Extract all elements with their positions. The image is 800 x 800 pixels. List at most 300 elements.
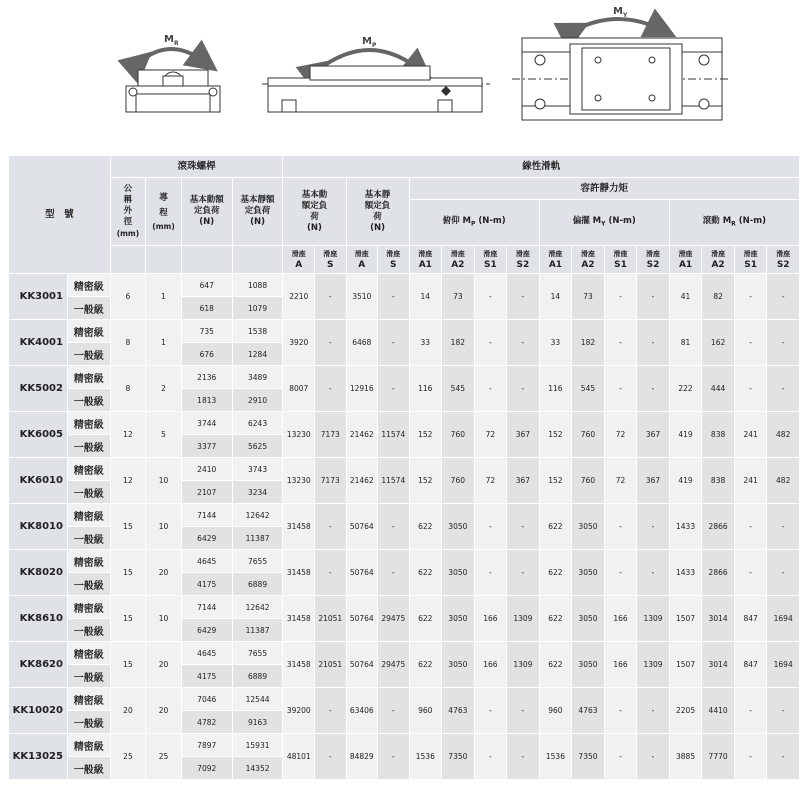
- guide-value-cell: -: [507, 320, 540, 366]
- guide-value-cell: -: [507, 734, 540, 780]
- guide-value-cell: 152: [409, 458, 442, 504]
- guide-value-cell: 3050: [442, 596, 475, 642]
- static-load-cell: 2910: [232, 389, 283, 412]
- guide-value-cell: 166: [474, 596, 507, 642]
- guide-value-cell: 838: [702, 412, 735, 458]
- guide-value-cell: -: [507, 274, 540, 320]
- grade-normal-cell: 一般級: [67, 481, 110, 504]
- guide-value-cell: 622: [409, 550, 442, 596]
- grade-normal-cell: 一般級: [67, 665, 110, 688]
- guide-value-cell: -: [637, 366, 670, 412]
- grade-normal-cell: 一般級: [67, 711, 110, 734]
- dynamic-load-cell: 2136: [181, 366, 232, 389]
- slide-column-header: 滑座 S2: [507, 246, 540, 274]
- linear-guide-header: 線性滑軌: [283, 156, 800, 178]
- dynamic-load-cell: 735: [181, 320, 232, 343]
- slide-column-header: 滑座 S2: [767, 246, 800, 274]
- guide-value-cell: 1507: [669, 596, 702, 642]
- guide-value-cell: -: [507, 504, 540, 550]
- guide-value-cell: 81: [669, 320, 702, 366]
- guide-value-cell: 367: [507, 412, 540, 458]
- outer-dia-cell: 20: [110, 688, 146, 734]
- guide-value-cell: 1309: [637, 642, 670, 688]
- guide-value-cell: -: [604, 550, 637, 596]
- grade-precision-cell: 精密級: [67, 458, 110, 481]
- guide-value-cell: 1433: [669, 504, 702, 550]
- guide-value-cell: 2866: [702, 550, 735, 596]
- dynamic-load-cell: 4645: [181, 642, 232, 665]
- mr-label: $M_R$: [164, 34, 179, 47]
- guide-value-cell: 1309: [637, 596, 670, 642]
- my-header: 偏擺 $M_Y$ (N-m): [539, 200, 669, 246]
- guide-value-cell: 847: [734, 596, 767, 642]
- blank-cell: [232, 246, 283, 274]
- guide-value-cell: 1309: [507, 596, 540, 642]
- static-load-cell: 5625: [232, 435, 283, 458]
- guide-value-cell: 50764: [346, 642, 378, 688]
- slide-header-row: [9, 246, 800, 274]
- dynamic-load-cell: 676: [181, 343, 232, 366]
- guide-value-cell: 11574: [378, 412, 410, 458]
- dynamic-load-cell: 7144: [181, 596, 232, 619]
- slide-column-header: 滑座 A: [346, 246, 378, 274]
- guide-value-cell: -: [315, 320, 347, 366]
- guide-value-cell: 82: [702, 274, 735, 320]
- guide-value-cell: 241: [734, 412, 767, 458]
- dynamic-load-cell: 6429: [181, 619, 232, 642]
- guide-value-cell: 48101: [283, 734, 315, 780]
- guide-value-cell: -: [315, 274, 347, 320]
- guide-value-cell: 622: [539, 504, 572, 550]
- guide-value-cell: 182: [442, 320, 475, 366]
- lead-cell: 10: [146, 596, 182, 642]
- table-row: [9, 504, 800, 527]
- guide-value-cell: -: [734, 320, 767, 366]
- dynamic-load-cell: 647: [181, 274, 232, 297]
- lead-cell: 10: [146, 504, 182, 550]
- guide-value-cell: -: [474, 320, 507, 366]
- model-cell: KK6010: [9, 458, 68, 504]
- guide-value-cell: 13230: [283, 412, 315, 458]
- lead-header: 導程 (mm): [146, 178, 182, 246]
- spec-table-body: [9, 274, 800, 780]
- guide-value-cell: 1536: [409, 734, 442, 780]
- guide-value-cell: 31458: [283, 550, 315, 596]
- model-cell: KK5002: [9, 366, 68, 412]
- roll-moment-diagram: [126, 34, 220, 112]
- model-cell: KK8010: [9, 504, 68, 550]
- guide-value-cell: -: [507, 366, 540, 412]
- guide-value-cell: 13230: [283, 458, 315, 504]
- guide-value-cell: -: [378, 550, 410, 596]
- guide-value-cell: 2205: [669, 688, 702, 734]
- dynamic-load-cell: 4175: [181, 573, 232, 596]
- static-load-cell: 9163: [232, 711, 283, 734]
- mr-header: 滾動 $M_R$ (N-m): [669, 200, 799, 246]
- my-label: $M_Y$: [613, 6, 628, 19]
- guide-value-cell: 2210: [283, 274, 315, 320]
- grade-precision-cell: 精密級: [67, 274, 110, 297]
- static-load-cell: 11387: [232, 527, 283, 550]
- guide-value-cell: -: [378, 734, 410, 780]
- guide-value-cell: 116: [409, 366, 442, 412]
- static-load-cell: 1538: [232, 320, 283, 343]
- outer-dia-cell: 15: [110, 550, 146, 596]
- guide-value-cell: 33: [409, 320, 442, 366]
- guide-value-cell: 21462: [346, 412, 378, 458]
- dynamic-load-cell: 2410: [181, 458, 232, 481]
- guide-value-cell: -: [767, 688, 800, 734]
- guide-value-cell: -: [637, 274, 670, 320]
- grade-precision-cell: 精密級: [67, 734, 110, 757]
- guide-value-cell: 482: [767, 412, 800, 458]
- guide-value-cell: 14: [539, 274, 572, 320]
- guide-value-cell: 367: [637, 412, 670, 458]
- guide-value-cell: -: [474, 274, 507, 320]
- table-row: [9, 320, 800, 343]
- guide-value-cell: 3510: [346, 274, 378, 320]
- guide-value-cell: -: [378, 274, 410, 320]
- slide-column-header: 滑座 S1: [474, 246, 507, 274]
- guide-value-cell: 31458: [283, 642, 315, 688]
- guide-value-cell: 21462: [346, 458, 378, 504]
- guide-value-cell: -: [637, 320, 670, 366]
- guide-value-cell: 838: [702, 458, 735, 504]
- guide-value-cell: 72: [604, 458, 637, 504]
- table-row: [9, 550, 800, 573]
- outer-dia-cell: 12: [110, 458, 146, 504]
- guide-value-cell: 29475: [378, 642, 410, 688]
- guide-value-cell: 21051: [315, 642, 347, 688]
- table-row: [9, 366, 800, 389]
- guide-value-cell: 152: [409, 412, 442, 458]
- guide-value-cell: -: [767, 274, 800, 320]
- static-load-cell: 12642: [232, 596, 283, 619]
- guide-value-cell: -: [378, 688, 410, 734]
- guide-value-cell: -: [637, 734, 670, 780]
- slide-column-header: 滑座 A: [283, 246, 315, 274]
- guide-value-cell: 3050: [442, 550, 475, 596]
- guide-value-cell: 182: [572, 320, 605, 366]
- guide-value-cell: -: [315, 550, 347, 596]
- guide-value-cell: -: [767, 504, 800, 550]
- lead-cell: 10: [146, 458, 182, 504]
- dynamic-load-cell: 7897: [181, 734, 232, 757]
- guide-value-cell: 50764: [346, 596, 378, 642]
- guide-value-cell: -: [734, 366, 767, 412]
- grade-precision-cell: 精密級: [67, 412, 110, 435]
- spec-table: [8, 155, 800, 780]
- outer-dia-cell: 8: [110, 320, 146, 366]
- dynamic-load-cell: 4645: [181, 550, 232, 573]
- guide-value-cell: 116: [539, 366, 572, 412]
- blank-cell: [181, 246, 232, 274]
- lead-cell: 2: [146, 366, 182, 412]
- guide-value-cell: 545: [442, 366, 475, 412]
- guide-value-cell: -: [378, 320, 410, 366]
- guide-value-cell: 39200: [283, 688, 315, 734]
- guide-value-cell: 760: [572, 412, 605, 458]
- lead-cell: 25: [146, 734, 182, 780]
- guide-value-cell: -: [315, 504, 347, 550]
- guide-value-cell: 41: [669, 274, 702, 320]
- guide-value-cell: -: [734, 504, 767, 550]
- guide-value-cell: 222: [669, 366, 702, 412]
- guide-value-cell: -: [315, 366, 347, 412]
- guide-value-cell: -: [474, 504, 507, 550]
- guide-value-cell: 1536: [539, 734, 572, 780]
- guide-value-cell: 444: [702, 366, 735, 412]
- table-row: [9, 274, 800, 297]
- blank-cell: [110, 246, 146, 274]
- static-load-cell: 7655: [232, 642, 283, 665]
- guide-value-cell: 622: [539, 596, 572, 642]
- guide-value-cell: 73: [572, 274, 605, 320]
- static-load-cell: 12544: [232, 688, 283, 711]
- guide-value-cell: -: [604, 366, 637, 412]
- guide-value-cell: 50764: [346, 504, 378, 550]
- guide-value-cell: 7350: [572, 734, 605, 780]
- guide-value-cell: -: [767, 734, 800, 780]
- guide-value-cell: 152: [539, 458, 572, 504]
- guide-value-cell: 1694: [767, 596, 800, 642]
- guide-value-cell: 3050: [572, 504, 605, 550]
- mp-header: 俯仰 $M_P$ (N-m): [409, 200, 539, 246]
- moment-header: 容許靜力矩: [409, 178, 799, 200]
- guide-value-cell: -: [604, 274, 637, 320]
- guide-value-cell: -: [378, 366, 410, 412]
- guide-value-cell: 3885: [669, 734, 702, 780]
- guide-value-cell: 1433: [669, 550, 702, 596]
- guide-value-cell: -: [604, 320, 637, 366]
- guide-value-cell: -: [507, 688, 540, 734]
- guide-value-cell: 166: [604, 596, 637, 642]
- guide-value-cell: -: [604, 504, 637, 550]
- guide-value-cell: 1309: [507, 642, 540, 688]
- mp-label: $M_P$: [362, 36, 377, 49]
- guide-value-cell: 4763: [442, 688, 475, 734]
- guide-value-cell: 12916: [346, 366, 378, 412]
- guide-value-cell: 152: [539, 412, 572, 458]
- guide-value-cell: -: [734, 274, 767, 320]
- dynamic-load-cell: 3377: [181, 435, 232, 458]
- guide-value-cell: 3050: [572, 550, 605, 596]
- grade-normal-cell: 一般級: [67, 435, 110, 458]
- guide-value-cell: 419: [669, 412, 702, 458]
- lead-cell: 20: [146, 550, 182, 596]
- lead-cell: 1: [146, 274, 182, 320]
- slide-column-header: 滑座 A2: [442, 246, 475, 274]
- slide-column-header: 滑座 A1: [669, 246, 702, 274]
- dynamic-load-cell: 1813: [181, 389, 232, 412]
- guide-value-cell: -: [637, 504, 670, 550]
- guide-value-cell: -: [604, 688, 637, 734]
- guide-value-cell: 3050: [442, 642, 475, 688]
- guide-value-cell: -: [767, 550, 800, 596]
- table-row: [9, 412, 800, 435]
- guide-value-cell: -: [474, 550, 507, 596]
- static-load-cell: 3743: [232, 458, 283, 481]
- guide-value-cell: 29475: [378, 596, 410, 642]
- dynamic-load-cell: 4782: [181, 711, 232, 734]
- grade-precision-cell: 精密級: [67, 642, 110, 665]
- lead-cell: 5: [146, 412, 182, 458]
- static-load-cell: 7655: [232, 550, 283, 573]
- outer-dia-header: 公稱外徑 (mm): [110, 178, 146, 246]
- guide-value-cell: 7770: [702, 734, 735, 780]
- pitch-moment-diagram: [262, 36, 490, 112]
- guide-value-cell: 31458: [283, 504, 315, 550]
- lead-cell: 20: [146, 688, 182, 734]
- guide-value-cell: -: [734, 688, 767, 734]
- guide-value-cell: 3050: [442, 504, 475, 550]
- guide-value-cell: -: [507, 550, 540, 596]
- grade-normal-cell: 一般級: [67, 573, 110, 596]
- guide-value-cell: 3920: [283, 320, 315, 366]
- model-cell: KK10020: [9, 688, 68, 734]
- guide-value-cell: 622: [409, 596, 442, 642]
- model-cell: KK8610: [9, 596, 68, 642]
- static-load-cell: 6243: [232, 412, 283, 435]
- dynamic-load-cell: 618: [181, 297, 232, 320]
- slide-column-header: 滑座 A2: [572, 246, 605, 274]
- lead-cell: 1: [146, 320, 182, 366]
- model-cell: KK4001: [9, 320, 68, 366]
- guide-value-cell: -: [315, 734, 347, 780]
- guide-value-cell: 847: [734, 642, 767, 688]
- guide-value-cell: -: [474, 688, 507, 734]
- static-load-cell: 12642: [232, 504, 283, 527]
- static-load-cell: 3489: [232, 366, 283, 389]
- grade-normal-cell: 一般級: [67, 389, 110, 412]
- guide-value-cell: -: [767, 320, 800, 366]
- grade-normal-cell: 一般級: [67, 343, 110, 366]
- guide-value-cell: 367: [507, 458, 540, 504]
- moment-diagrams: [0, 0, 800, 152]
- grade-precision-cell: 精密級: [67, 504, 110, 527]
- slide-column-header: 滑座 S1: [734, 246, 767, 274]
- static-load-cell: 6889: [232, 573, 283, 596]
- dynamic-load-cell: 4175: [181, 665, 232, 688]
- guide-value-cell: 21051: [315, 596, 347, 642]
- guide-value-cell: 7350: [442, 734, 475, 780]
- guide-value-cell: -: [767, 366, 800, 412]
- guide-value-cell: 166: [604, 642, 637, 688]
- static-load-header: 基本靜額定負荷 (N): [232, 178, 283, 246]
- guide-value-cell: 3014: [702, 642, 735, 688]
- guide-value-cell: -: [604, 734, 637, 780]
- guide-value-cell: 8007: [283, 366, 315, 412]
- guide-value-cell: 760: [442, 412, 475, 458]
- guide-value-cell: 31458: [283, 596, 315, 642]
- static-load-cell: 1284: [232, 343, 283, 366]
- model-header: 型 號: [9, 156, 111, 274]
- static-load-cell: 6889: [232, 665, 283, 688]
- guide-value-cell: 2866: [702, 504, 735, 550]
- guide-value-cell: 72: [474, 412, 507, 458]
- guide-value-cell: -: [637, 550, 670, 596]
- grade-normal-cell: 一般級: [67, 297, 110, 320]
- guide-value-cell: 622: [539, 642, 572, 688]
- dynamic-load-cell: 6429: [181, 527, 232, 550]
- guide-value-cell: 7173: [315, 458, 347, 504]
- grade-normal-cell: 一般級: [67, 527, 110, 550]
- guide-value-cell: 545: [572, 366, 605, 412]
- outer-dia-cell: 15: [110, 642, 146, 688]
- guide-value-cell: 84829: [346, 734, 378, 780]
- grade-precision-cell: 精密級: [67, 688, 110, 711]
- guide-value-cell: 1507: [669, 642, 702, 688]
- guide-value-cell: 419: [669, 458, 702, 504]
- outer-dia-cell: 25: [110, 734, 146, 780]
- guide-value-cell: 960: [539, 688, 572, 734]
- guide-value-cell: 4410: [702, 688, 735, 734]
- model-cell: KK8020: [9, 550, 68, 596]
- outer-dia-cell: 15: [110, 504, 146, 550]
- model-cell: KK13025: [9, 734, 68, 780]
- guide-value-cell: 4763: [572, 688, 605, 734]
- yaw-moment-diagram: [512, 6, 730, 120]
- guide-value-cell: 760: [572, 458, 605, 504]
- outer-dia-cell: 12: [110, 412, 146, 458]
- grade-precision-cell: 精密級: [67, 550, 110, 573]
- guide-value-cell: 241: [734, 458, 767, 504]
- outer-dia-cell: 15: [110, 596, 146, 642]
- guide-value-cell: 3014: [702, 596, 735, 642]
- dynamic-load-cell: 7092: [181, 757, 232, 780]
- guide-value-cell: 11574: [378, 458, 410, 504]
- model-cell: KK6005: [9, 412, 68, 458]
- dynamic-load-cell: 7046: [181, 688, 232, 711]
- static-load-cell: 11387: [232, 619, 283, 642]
- guide-value-cell: 3050: [572, 642, 605, 688]
- guide-value-cell: 3050: [572, 596, 605, 642]
- guide-value-cell: 14: [409, 274, 442, 320]
- guide-value-cell: 1694: [767, 642, 800, 688]
- guide-value-cell: -: [474, 734, 507, 780]
- guide-value-cell: 960: [409, 688, 442, 734]
- guide-value-cell: -: [474, 366, 507, 412]
- outer-dia-cell: 8: [110, 366, 146, 412]
- outer-dia-cell: 6: [110, 274, 146, 320]
- guide-value-cell: -: [315, 688, 347, 734]
- guide-dynamic-load-header: 基本動額定負荷 (N): [283, 178, 346, 246]
- slide-column-header: 滑座 S1: [604, 246, 637, 274]
- table-row: [9, 596, 800, 619]
- slide-column-header: 滑座 A1: [539, 246, 572, 274]
- guide-value-cell: -: [734, 550, 767, 596]
- guide-value-cell: -: [378, 504, 410, 550]
- guide-value-cell: -: [734, 734, 767, 780]
- lead-cell: 20: [146, 642, 182, 688]
- table-row: [9, 688, 800, 711]
- guide-value-cell: 622: [409, 642, 442, 688]
- model-cell: KK3001: [9, 274, 68, 320]
- guide-value-cell: 33: [539, 320, 572, 366]
- grade-precision-cell: 精密級: [67, 366, 110, 389]
- ballscrew-header: 滾珠螺桿: [110, 156, 283, 178]
- slide-column-header: 滑座 S: [378, 246, 410, 274]
- table-row: [9, 734, 800, 757]
- static-load-cell: 1079: [232, 297, 283, 320]
- guide-value-cell: 482: [767, 458, 800, 504]
- static-load-cell: 1088: [232, 274, 283, 297]
- guide-value-cell: 72: [604, 412, 637, 458]
- slide-column-header: 滑座 S2: [637, 246, 670, 274]
- guide-value-cell: 50764: [346, 550, 378, 596]
- guide-value-cell: 760: [442, 458, 475, 504]
- static-load-cell: 3234: [232, 481, 283, 504]
